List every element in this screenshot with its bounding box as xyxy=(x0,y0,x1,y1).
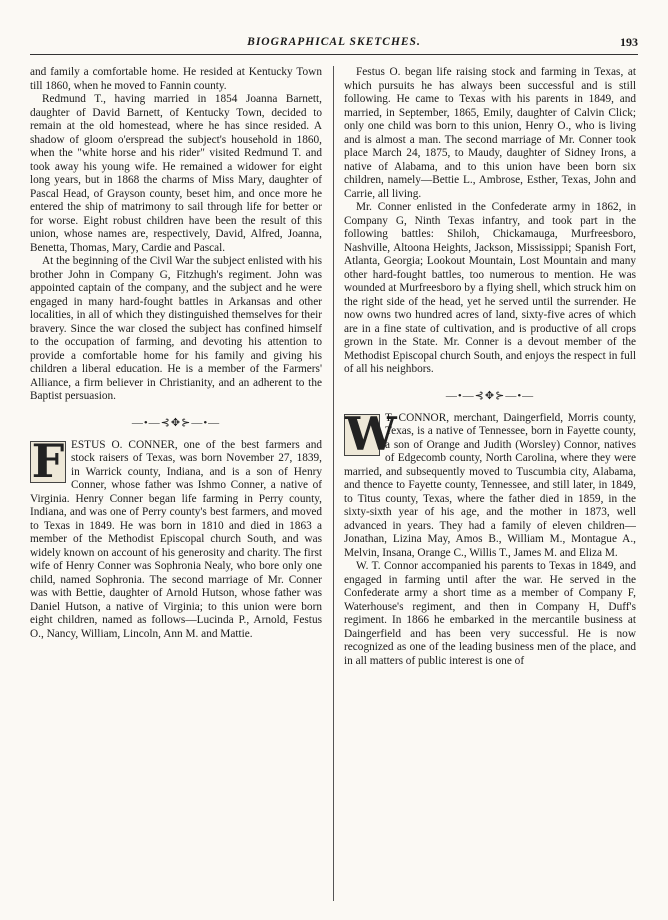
paragraph: Festus O. began life raising stock and farming in Texas, at which pursuits he has always been successful and is still following. He came to Texas with his parents in 1849, and married, in September, 1865, Emily, daughter of Calvin Click; only one child was born to this union, Henry O., who is living and is almost a man. The second marriage of Mr. Conner took place March 24, 1875, to Maudy, daughter of Sidney Irons, a native of Alabama, and to this union have been born six children, namely—Bettie L., Ambrose, Esther, Texas, John and Carrie, all living. xyxy=(344,66,636,200)
section-ornament xyxy=(30,416,322,429)
paragraph: Mr. Conner enlisted in the Confederate army in 1862, in Company G, Ninth Texas infantry, and took part in the following battles: Shiloh, Chickamauga, Murfreesboro, Nashville, Altoona Heights, Jackson, Mississippi; Spanish Fort, Atlanta, Georgia; Lookout Mountain, Lost Mountain and many other hard-fought battles, too numerous to mention. He was wounded at Murfreesboro by a flying shell, which struck him on the right side of the head, yet he served until the surrender. He now owns two hundred acres of land, sixty-five acres of which are in a fine state of cultivation, and is productive of all crops grown in the State. Mr. Conner is a devout member of the Methodist Episcopal church South, and enjoys the respect in full of all his neighbors. xyxy=(344,201,636,375)
paragraph: and family a comfortable home. He resided at Kentucky Town till 1860, when he moved to Fannin county. xyxy=(30,66,322,92)
column-divider xyxy=(333,66,334,901)
page-header xyxy=(30,34,638,55)
biography-conner xyxy=(30,433,322,642)
paragraph: Redmund T., having married in 1854 Joanna Barnett, daughter of David Barnett, of Kentucky Town, decided to remain at the old homestead, where he has since resided. A shadow of gloom o'erspread the subject's household in 1860, when the "white horse and his rider" visited Redmund T. and took away his young wife. He remained a widower for eight long years, but in 1868 the charms of Miss Mary, daughter of Pascal Head, of Grayson county, beset him, and once more he entered the ship of matrimony to sail through life for better or for worse. Eight robust children have been the result of this union, whose names are, respectively, David, Alfred, Joanna, Benetta, Thomas, Mary, Cardie and Pascal. xyxy=(30,93,322,254)
right-column xyxy=(344,66,636,904)
biography-text: ESTUS O. CONNER, one of the best farmers and stock raisers of Texas, was born November 27, 1839, in Warrick county, Indiana, and is a son of Henry Conner, whose father was Ishmo Conner, a native of Virginia. Henry Conner began life farming in Perry county, Indiana, and was one of Perry county's best farmers, and moved to Texas in 1849. He was born in 1810 and died in 1863 a member of the Methodist Episcopal church South, and was widely known on account of his generosity and charity. The first wife of Henry Conner was Sophronia Nealy, who bore only one child, named Sophronia. The second marriage of Mr. Conner was with Bettie, daughter of Arnold Hutson, whose father was Daniel Hutson, a native of Virginia; to this union were born eight children, named as follows—Lucinda P., Arnold, Festus O., Nancy, William, Lincoln, Ann M. and Mattie. xyxy=(30,438,322,640)
page-number: 193 xyxy=(620,35,638,49)
ornament-glyph: —•—⊰✥⊱—•— xyxy=(131,416,221,429)
ornament-glyph: —•—⊰✥⊱—•— xyxy=(445,389,535,402)
left-column xyxy=(30,66,322,904)
paragraph: At the beginning of the Civil War the subject enlisted with his brother John in Company G, Fitzhugh's regiment. John was appointed captain of the company, and the subject and he were engaged in many hard-fought battles in Arkansas and other localities, in all of which they distinguished themselves for their bravery. Since the war closed the subject has confined himself to the occupation of farming, and devoting his attention to provide a comfortable home for his family and giving his children a liberal education. He is a member of the Farmers' Alliance, a firm believer in Christianity, and an adherent to the Baptist persuasion. xyxy=(30,255,322,402)
section-ornament xyxy=(344,389,636,402)
drop-cap: F xyxy=(31,433,65,488)
biography-connor xyxy=(344,406,636,561)
drop-cap: W xyxy=(345,406,397,461)
biography-text: T. CONNOR, merchant, Daingerfield, Morris county, Texas, is a native of Tennessee, born in Fayette county, a son of Orange and Judith (Worsley) Connor, natives of Edgecomb county, North Carolina, where they were married, and subsequently moved to Tuscumbia city, Alabama, and thence to Fayette county, Tennessee, and still later, in 1849, to Titus county, Texas, where the father died in 1859, in the sixty-sixth year of his age, and the mother in 1873, well advanced in years. They had a family of eleven children—Jonathan, Lizina May, Amos B., William M., Montague A., Melvin, Insana, Orange C., Willis T., James M. and Eliza M. xyxy=(344,411,636,559)
running-title: BIOGRAPHICAL SKETCHES. xyxy=(247,36,421,48)
paragraph: W. T. Connor accompanied his parents to Texas in 1849, and engaged in farming until after the war. He served in the Confederate army a short time as a member of Company F, Waterhouse's regiment, and then in Company H, Duff's regiment. In 1866 he embarked in the mercantile business at Daingerfield and has been very successful. He is now recognized as one of the leading business men of the place, and in all matters of public interest is one of xyxy=(344,560,636,667)
